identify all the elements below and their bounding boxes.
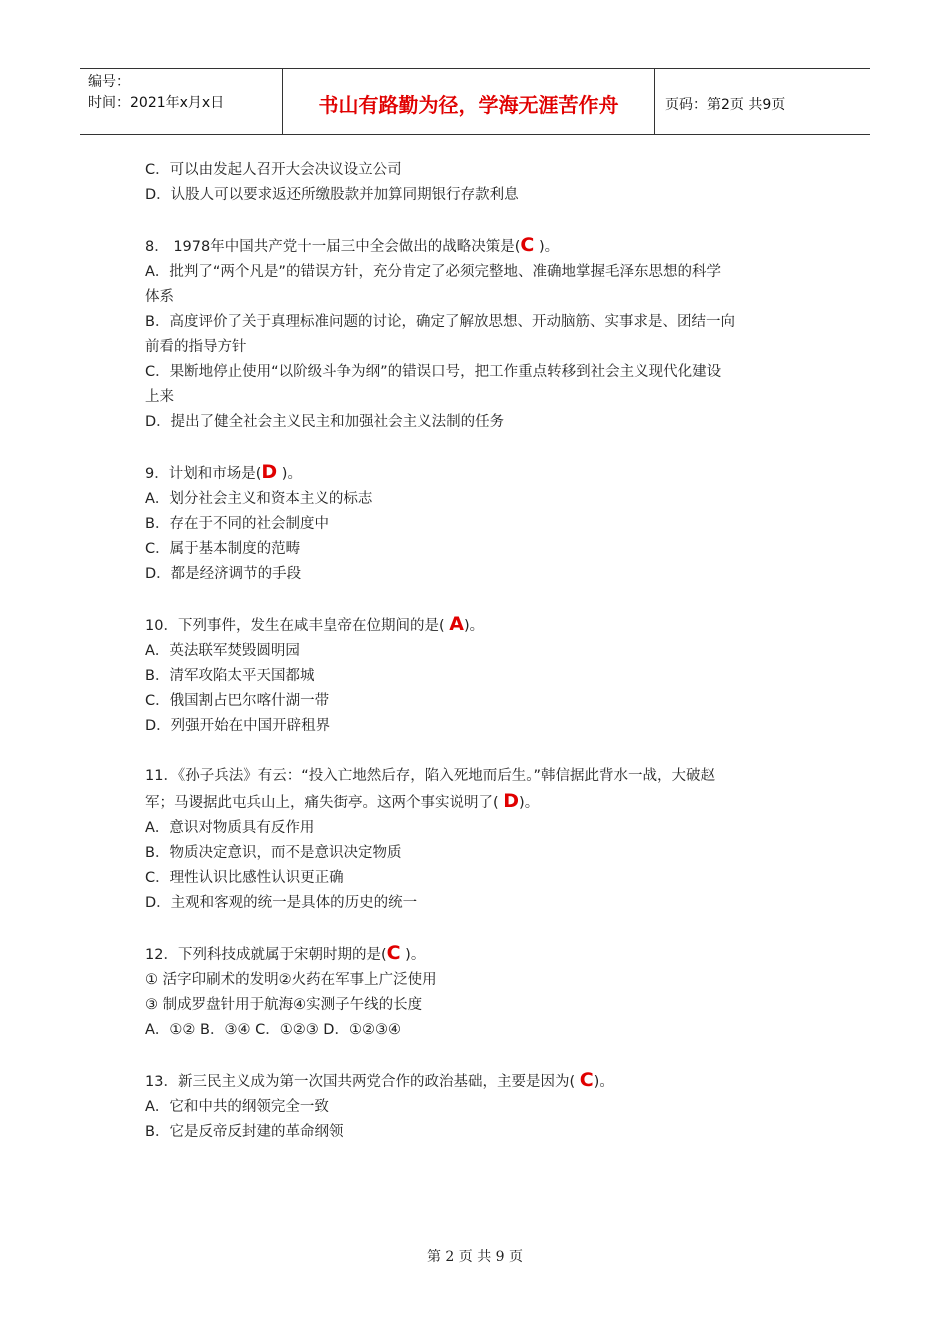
option-line: B．物质决定意识，而不是意识决定物质 <box>145 845 402 861</box>
option-line: ③ 制成罗盘针用于航海④实测子午线的长度 <box>145 997 423 1013</box>
header-page-cell <box>655 69 870 134</box>
header-motto-cell <box>283 69 655 134</box>
option-line: B．它是反帝反封建的革命纲领 <box>145 1124 344 1140</box>
code-label: 编号： <box>88 74 130 90</box>
option-line: A．它和中共的纲领完全一致 <box>145 1099 329 1115</box>
answer-letter: C <box>386 942 401 964</box>
option-line: A．英法联军焚毁圆明园 <box>145 643 300 659</box>
option-line: A．批判了“两个凡是”的错误方针，充分肯定了必须完整地、准确地掌握毛泽东思想的科学 <box>145 264 721 280</box>
stem-tail: )。 <box>463 618 485 634</box>
option-line: D．主观和客观的统一是具体的历史的统一 <box>145 895 418 911</box>
option-line: D．都是经济调节的手段 <box>145 566 302 582</box>
option-line: C．俄国割占巴尔喀什湖一带 <box>145 693 330 709</box>
stem-text: 12．下列科技成就属于宋朝时期的是( <box>145 947 387 963</box>
page-info: 页码：第2页 共9页 <box>665 96 786 113</box>
footer-page-number: 第 2 页 共 9 页 <box>426 1249 524 1265</box>
stem-tail: )。 <box>277 466 302 482</box>
stem-tail: )。 <box>400 947 426 963</box>
option-line: B．存在于不同的社会制度中 <box>145 516 329 532</box>
option-line: C．果断地停止使用“以阶级斗争为纲”的错误口号，把工作重点转移到社会主义现代化建设 <box>145 364 722 380</box>
option-line: A．①② B．③④ C．①②③ D．①②③④ <box>145 1022 401 1038</box>
continuation-options <box>145 158 805 208</box>
answer-letter: D <box>261 461 278 483</box>
option-line: C．属于基本制度的范畴 <box>145 541 301 557</box>
page-footer <box>0 1246 950 1266</box>
option-line: D．提出了健全社会主义民主和加强社会主义法制的任务 <box>145 414 505 430</box>
option-line: 前看的指导方针 <box>145 339 247 355</box>
motto-text: 书山有路勤为径，学海无涯苦作舟 <box>318 93 619 117</box>
stem-tail: )。 <box>534 239 560 255</box>
question-stem <box>145 612 805 639</box>
stem-text: 军；马谡据此屯兵山上，痛失街亭。这两个事实说明了( <box>145 795 504 811</box>
question-11 <box>145 764 805 916</box>
stem-tail: )。 <box>593 1074 614 1090</box>
stem-tail: )。 <box>519 795 540 811</box>
option-line: A．意识对物质具有反作用 <box>145 820 315 836</box>
option-line: C．理性认识比感性认识更正确 <box>145 870 344 886</box>
question-stem-line: 11．《孙子兵法》有云：“投入亡地然后存，陷入死地而后生。”韩信据此背水一战，大破赵 <box>145 768 715 784</box>
answer-letter: D <box>503 790 520 812</box>
answer-letter: C <box>520 234 535 256</box>
option-line: C．可以由发起人召开大会决议设立公司 <box>145 162 402 178</box>
answer-letter: A <box>449 613 464 635</box>
question-12 <box>145 941 805 1043</box>
header-meta-cell <box>80 69 283 134</box>
option-line: D．列强开始在中国开辟租界 <box>145 718 331 734</box>
question-stem <box>145 789 805 816</box>
option-line: A．划分社会主义和资本主义的标志 <box>145 491 373 507</box>
stem-text: 9．计划和市场是( <box>145 466 262 482</box>
question-stem <box>145 1068 805 1095</box>
question-13 <box>145 1068 805 1145</box>
stem-text: 13．新三民主义成为第一次国共两党合作的政治基础，主要是因为( <box>145 1074 580 1090</box>
stem-text: 10．下列事件，发生在咸丰皇帝在位期间的是( <box>145 618 450 634</box>
document-body <box>145 158 805 1145</box>
question-10 <box>145 612 805 739</box>
option-line: D．认股人可以要求返还所缴股款并加算同期银行存款利息 <box>145 187 519 203</box>
option-line: B．高度评价了关于真理标准问题的讨论，确定了解放思想、开动脑筋、实事求是、团结一向 <box>145 314 735 330</box>
page-header <box>80 68 870 135</box>
question-stem <box>145 941 805 968</box>
answer-letter: C <box>579 1069 594 1091</box>
time-label: 时间：2021年x月x日 <box>88 95 225 111</box>
stem-text: 8． 1978年中国共产党十一届三中全会做出的战略决策是( <box>145 239 521 255</box>
question-stem <box>145 460 805 487</box>
question-stem <box>145 233 805 260</box>
option-line: 上来 <box>145 389 174 405</box>
question-9 <box>145 460 805 587</box>
option-line: B．清军攻陷太平天国都城 <box>145 668 315 684</box>
question-8 <box>145 233 805 435</box>
option-line: 体系 <box>145 289 174 305</box>
option-line: ① 活字印刷术的发明②火药在军事上广泛使用 <box>145 972 437 988</box>
